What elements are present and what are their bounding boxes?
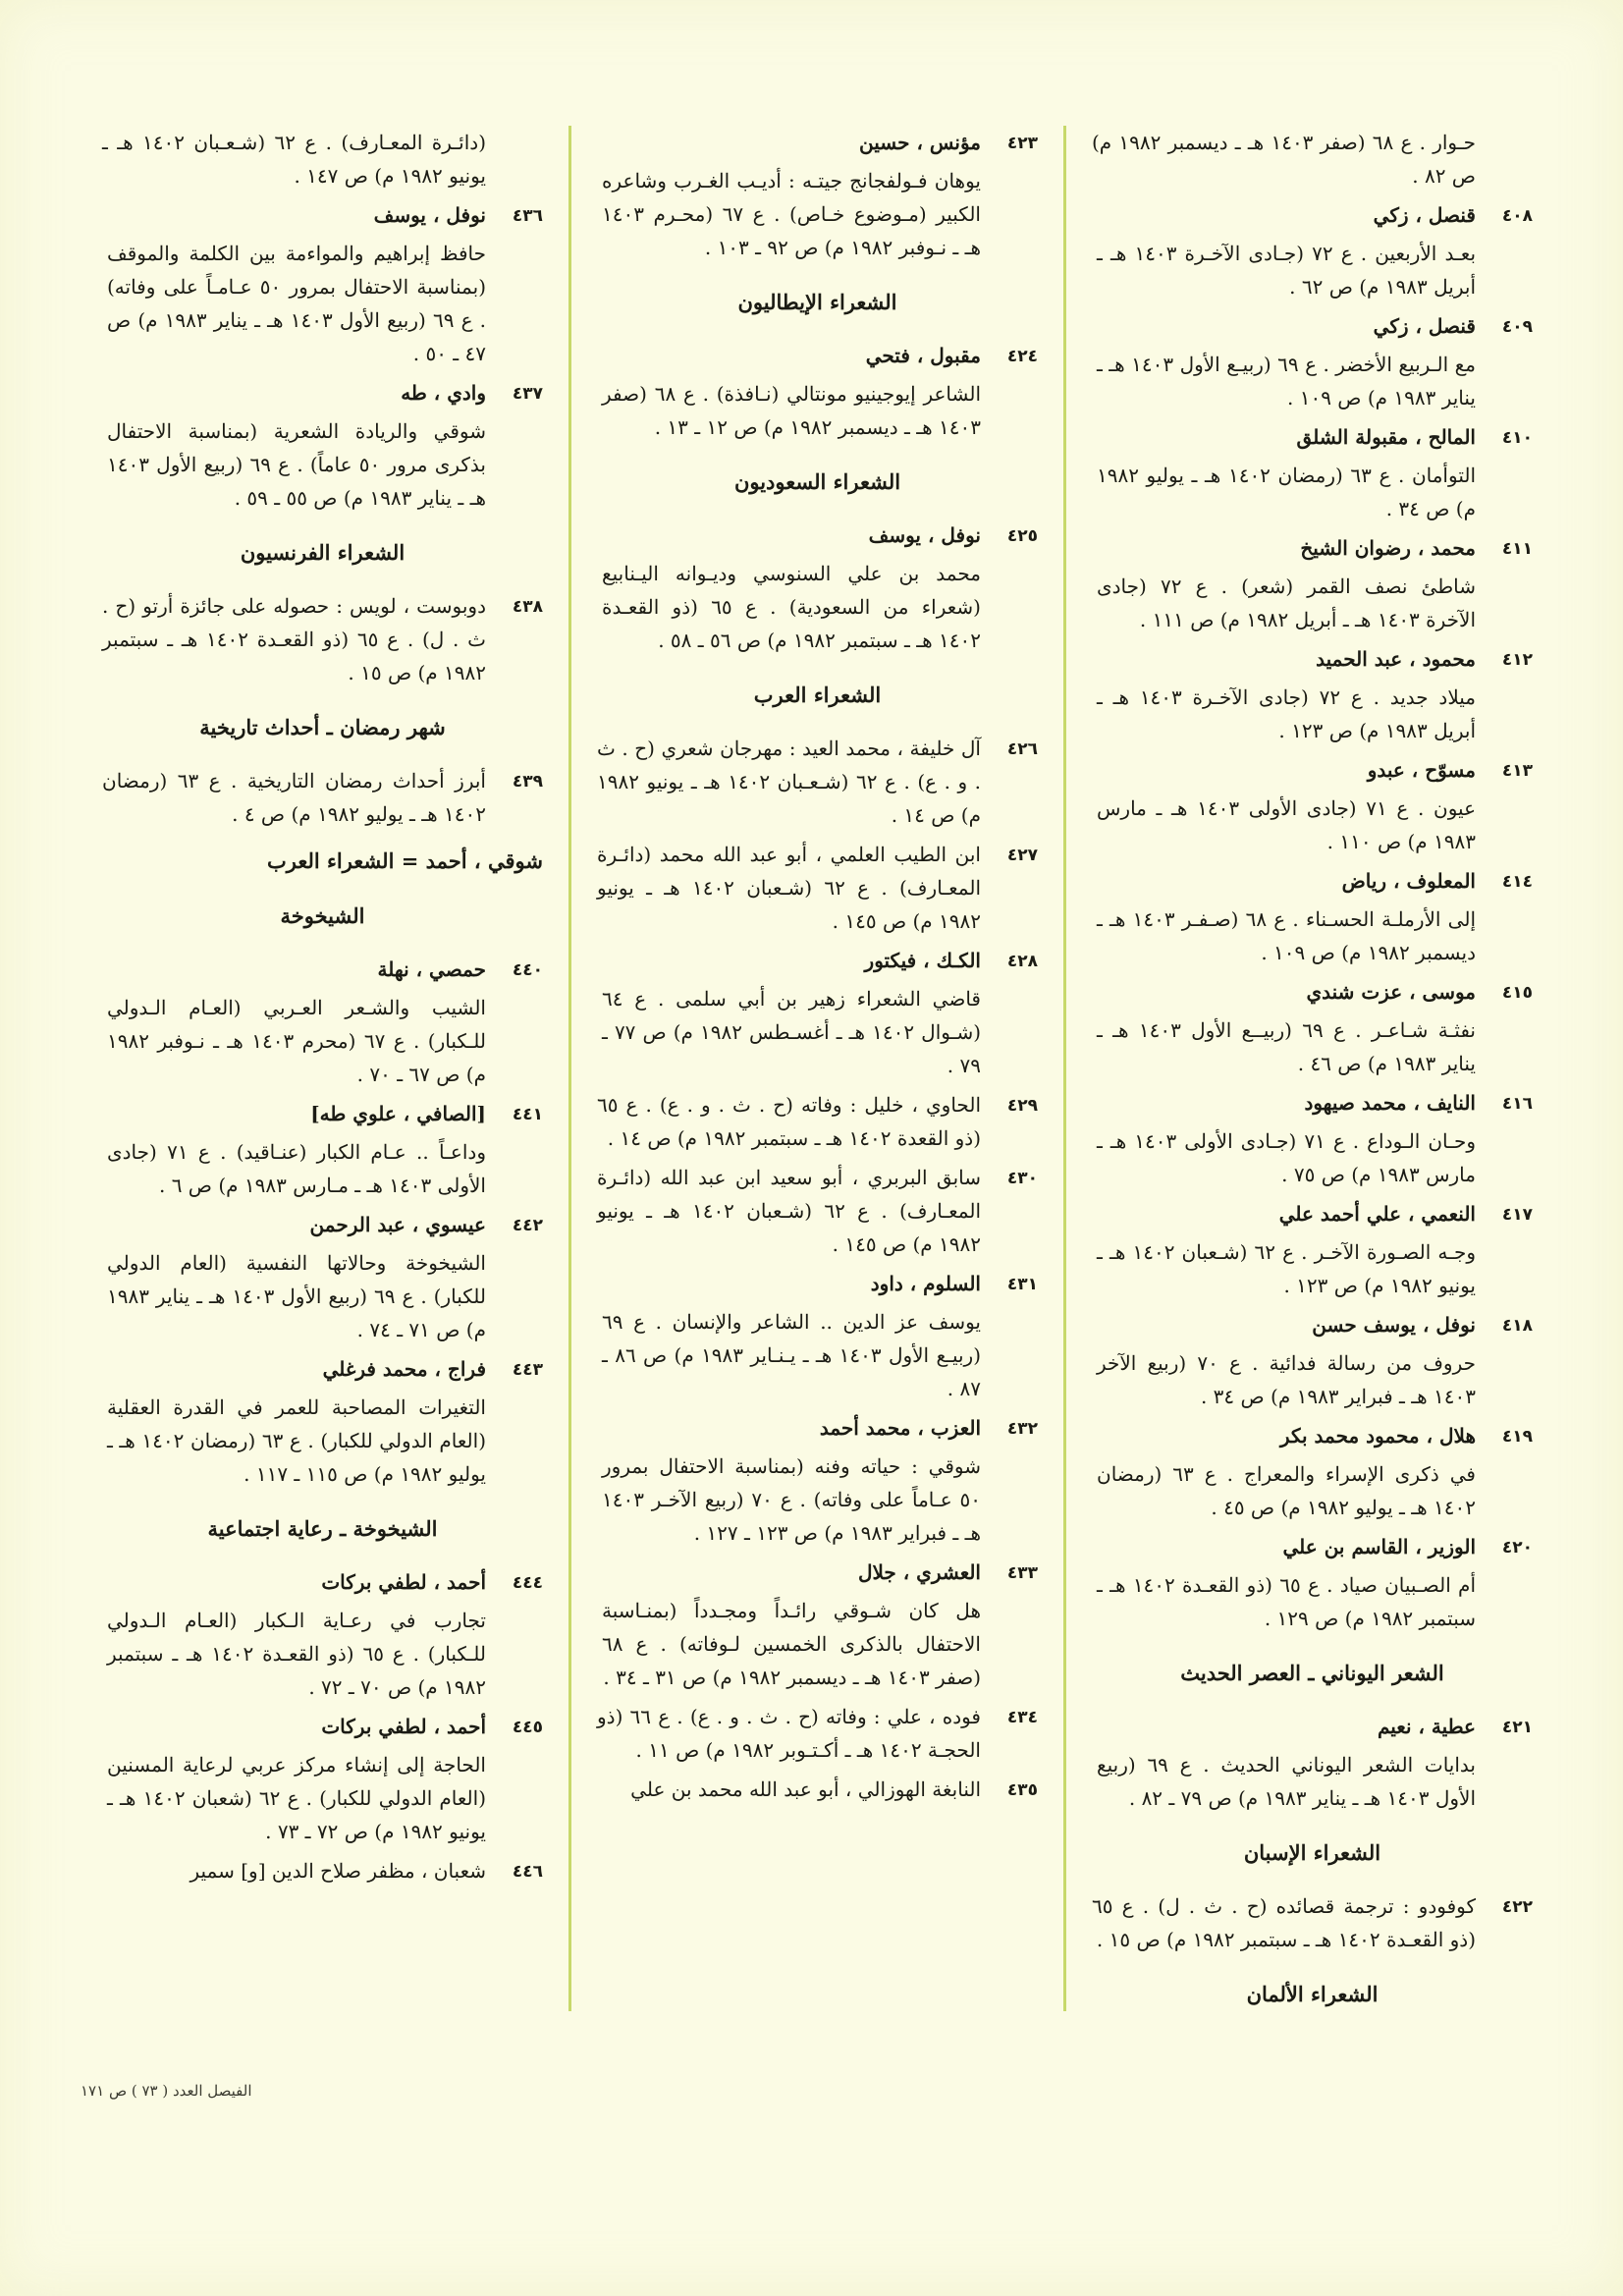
entry-number: ٤١٠ (1501, 428, 1533, 448)
index-entry (1092, 642, 1533, 747)
entry-number: ٤٢٢ (1501, 1897, 1533, 1917)
entry-citation: سابق البربري ، أبو سعيد ابن عبد الله (دائـرة المعـارف) . ع ٦٢ (شـعبان ١٤٠٢ هـ ـ يونيو ١٩٨٢ م) ص ١٤٥ . (597, 1166, 982, 1256)
entry-number: ٤٢٦ (1006, 739, 1038, 759)
entry-citation: يوسف عز الدين .. الشاعر والإنسان . ع ٦٩ (ربيـع الأول ١٤٠٣ هـ ـ يـنـاير ١٩٨٣ م) ص ٨٦ ـ ٨٧ . (602, 1310, 982, 1400)
section-heading: شهر رمضان ـ أحداث تاريخية (199, 715, 446, 739)
entry-author: نوفل ، يوسف (373, 203, 486, 227)
entry-number: ٤٣١ (1006, 1275, 1038, 1294)
entry-author: حمصي ، نهلة (377, 957, 486, 981)
entry-author: هلال ، محمود محمد بكر (1279, 1424, 1476, 1448)
index-entry (1092, 309, 1533, 414)
entry-number: ٤١٣ (1501, 761, 1533, 781)
entry-number: ٤٢٨ (1006, 952, 1038, 971)
entry-number: ٤٢٣ (1006, 134, 1038, 153)
section-heading: الشعر اليوناني ـ العصر الحديث (1180, 1661, 1444, 1685)
entry-citation: النابغة الهوزالي ، أبو عبد الله محمد بن علي (630, 1777, 981, 1801)
entry-author: نوفل ، يوسف (868, 523, 981, 547)
section-heading: الشعراء الإيطاليون (737, 290, 897, 314)
index-entry (1092, 531, 1533, 636)
entry-number: ٤٠٩ (1501, 317, 1533, 337)
index-entry (102, 764, 543, 831)
entry-author: مسوّح ، عبدو (1367, 758, 1476, 782)
entry-number: ٤٤٣ (512, 1360, 543, 1380)
entry-citation: أم الصـبيان صياد . ع ٦٥ (ذو القعـدة ١٤٠٢ هـ ـ سبتمبر ١٩٨٢ م) ص ١٢٩ . (1097, 1573, 1476, 1630)
entry-author: مقبول ، فتحي (865, 344, 981, 367)
entry-number: ٤٢٠ (1501, 1538, 1533, 1558)
entry-citation: حروف من رسالة فدائية . ع ٧٠ (ربيع الآخر ١٤٠٣ هـ ـ فبراير ١٩٨٣ م) ص ٣٤ . (1097, 1351, 1476, 1408)
index-entry (102, 953, 543, 1091)
index-content (79, 126, 1546, 2011)
entry-citation: عيون . ع ٧١ (جادى الأولى ١٤٠٣ هـ ـ مارس ١٩٨٣ م) ص ١١٠ . (1097, 796, 1477, 853)
entry-citation: في ذكرى الإسراء والمعراج . ع ٦٣ (رمضان ١٤٠٢ هـ ـ يوليو ١٩٨٢ م) ص ٤٥ . (1097, 1462, 1476, 1519)
entry-author: النايف ، محمد صيهود (1304, 1091, 1476, 1115)
entry-citation: شوقي : حياته وفنه (بمناسبة الاحتفال بمرور ٥٠ عـاماً على وفاته) . ع ٧٠ (ربيع الآخـر ١٤٠٣ هـ ـ فبراير ١٩٨٣ م) ص ١٢٣ ـ ١٢٧ . (602, 1454, 981, 1545)
index-entry (1092, 1889, 1533, 1956)
entry-citation: الشاعر إيوجينيو مونتالي (نـافذة) . ع ٦٨ (صفر ١٤٠٣ هـ ـ ديسمبر ١٩٨٢ م) ص ١٢ ـ ١٣ . (602, 382, 981, 439)
index-entry (102, 376, 543, 515)
entry-number: ٤٣٧ (512, 384, 543, 404)
index-entry (102, 1208, 543, 1346)
index-entry (1092, 1086, 1533, 1191)
entry-author: الكـك ، فيكتور (864, 949, 981, 972)
entry-author: المالح ، مقبولة الشلق (1296, 425, 1476, 449)
index-entry (597, 1088, 1038, 1155)
index-entry (102, 126, 543, 192)
section-heading: الشعراء العرب (753, 683, 882, 707)
entry-author: محمود ، عبد الحميد (1316, 647, 1476, 671)
entry-citation: وجـه الصـورة الآخـر . ع ٦٢ (شـعبان ١٤٠٢ هـ ـ يونيو ١٩٨٢ م) ص ١٢٣ . (1097, 1240, 1476, 1297)
entry-number: ٤٤٠ (512, 960, 543, 980)
section-heading: الشعراء الألمان (1246, 1982, 1379, 2006)
entry-number: ٤٣٥ (1006, 1780, 1038, 1800)
entry-number: ٤٢١ (1501, 1718, 1533, 1737)
entry-author: أحمد ، لطفي بركات (321, 1715, 486, 1738)
entry-number: ٤٣٣ (1006, 1563, 1038, 1583)
column-left (88, 126, 557, 2011)
entry-citation: الحاجة إلى إنشاء مركز عربي لرعاية المسنين (العام الدولي للكبار) . ع ٦٢ (شعبان ١٤٠٢ هـ ـ يونيو ١٩٨٢ م) ص ٧٢ ـ ٧٣ . (107, 1753, 487, 1843)
index-entry (1092, 753, 1533, 858)
index-entry (1092, 1419, 1533, 1524)
entry-citation: حافظ إبراهيم والمواءمة بين الكلمة والموقف (بمناسبة الاحتفال بمرور ٥٠ عـامـاً على وفاته) . ع ٦٩ (ربيع الأول ١٤٠٣ هـ ـ يناير ١٩٨٣ م) ص ٤٧ ـ ٥٠ . (107, 242, 486, 365)
index-entry (1092, 1530, 1533, 1635)
page-footer: الفيصل العدد ( ٧٣ ) ص ١٧١ (81, 2082, 252, 2100)
see-also-reference: شوقي ، أحمد = الشعراء العرب (266, 848, 543, 873)
index-entry (102, 1352, 543, 1491)
entry-number: ٤٤٥ (512, 1718, 543, 1737)
entry-author: محمد ، رضوان الشيخ (1300, 536, 1476, 560)
index-entry (597, 1700, 1038, 1767)
entry-citation: آل خليفة ، محمد العيد : مهرجان شعري (ح . ث . و . ع) . ع ٦٢ (شـعـبان ١٤٠٢ هـ ـ يونيو ١٩٨٢ م) ص ١٤ . (597, 737, 982, 827)
column-divider (568, 126, 571, 2011)
entry-citation: فوده ، علي : وفاته (ح . ث . و . ع) . ع ٦٦ (ذو الحجـة ١٤٠٢ هـ ـ أكـتـوبر ١٩٨٢ م) ص ١١ . (597, 1705, 981, 1762)
index-entry (597, 732, 1038, 832)
column-divider (1063, 126, 1066, 2011)
entry-author: نوفل ، يوسف حسن (1312, 1313, 1476, 1337)
index-entry (597, 126, 1038, 264)
entry-citation: التوأمان . ع ٦٣ (رمضان ١٤٠٢ هـ ـ يوليو ١٩٨٢ م) ص ٣٤ . (1097, 464, 1477, 520)
entry-number: ٤١٤ (1501, 872, 1533, 892)
index-entry (102, 1565, 543, 1704)
index-entry (1092, 1710, 1533, 1815)
entry-number: ٤٤٦ (512, 1862, 543, 1882)
index-entry (597, 1411, 1038, 1550)
entry-author: العشري ، جلال (857, 1560, 981, 1584)
index-entry (597, 339, 1038, 444)
entry-citation: دوبوست ، لويس : حصوله على جائزة أرتو (ح . ث . ل) . ع ٦٥ (ذو القعـدة ١٤٠٢ هـ ـ سبتمبر ١٩٨٢ م) ص ١٥ . (102, 594, 486, 684)
entry-citation: حـوار . ع ٦٨ (صفر ١٤٠٣ هـ ـ ديسمبر ١٩٨٢ م) ص ٨٢ . (1092, 131, 1476, 188)
entry-number: ٤١٦ (1501, 1094, 1533, 1114)
entry-author: مؤنس ، حسين (859, 131, 981, 154)
entry-citation: وحـان الـوداع . ع ٧١ (جـادى الأولى ١٤٠٣ هـ ـ مارس ١٩٨٣ م) ص ٧٥ . (1097, 1129, 1477, 1186)
section-heading: الشعراء الإسبان (1243, 1840, 1381, 1865)
entry-citation: شوقي والريادة الشعرية (بمناسبة الاحتفال بذكرى مرور ٥٠ عاماً) . ع ٦٩ (ربيع الأول ١٤٠٣ هـ ـ يناير ١٩٨٣ م) ص ٥٥ ـ ٥٩ . (107, 419, 486, 510)
section-heading: الشيخوخة (280, 903, 365, 928)
entry-author: الوزير ، القاسم بن علي (1282, 1535, 1476, 1558)
index-entry (1092, 420, 1533, 525)
entry-citation: محمد بن علي السنوسي وديـوانه اليـنابيع (شعراء من السعودية) . ع ٦٥ (ذو القعـدة ١٤٠٢ هـ ـ سبتمبر ١٩٨٢ م) ص ٥٦ ـ ٥٨ . (602, 562, 981, 652)
entry-number: ٤٣٢ (1006, 1419, 1038, 1439)
index-entry (597, 1267, 1038, 1405)
entry-number: ٤١٧ (1501, 1205, 1533, 1225)
entry-citation: الشيخوخة وحالاتها النفسية (العام الدولي للكبار) . ع ٦٩ (ربيع الأول ١٤٠٣ هـ ـ يناير ١٩٨٣ م) ص ٧١ ـ ٧٤ . (107, 1251, 487, 1341)
entry-citation: هل كان شـوقي رائـداً ومجـدداً (بمنـاسبة الاحتفال بالذكرى الخمسين لـوفاته) . ع ٦٨ (صفر ١٤٠٣ هـ ـ ديسمبر ١٩٨٢ م) ص ٣١ ـ ٣٤ . (602, 1599, 981, 1689)
entry-number: ٤١١ (1501, 539, 1533, 559)
index-entry (1092, 126, 1533, 192)
entry-number: ٤٤١ (512, 1105, 543, 1124)
index-entry (597, 944, 1038, 1082)
index-entry (597, 838, 1038, 938)
entry-citation: ابن الطيب العلمي ، أبو عبد الله محمد (دائـرة المعـارف) . ع ٦٢ (شـعبان ١٤٠٢ هـ ـ يونيو ١٩٨٢ م) ص ١٤٥ . (597, 843, 982, 933)
entry-author: أحمد ، لطفي بركات (321, 1570, 486, 1594)
entry-number: ٤٢٧ (1006, 846, 1038, 865)
index-entry (597, 1556, 1038, 1694)
entry-citation: وداعـاً .. عـام الكبار (عنـاقيد) . ع ٧١ (جادى الأولى ١٤٠٣ هـ ـ مـارس ١٩٨٣ م) ص ٦ . (107, 1140, 486, 1197)
entry-author: قنصل ، زكي (1373, 203, 1476, 227)
entry-citation: بعـد الأربعين . ع ٧٢ (جـادى الآخـرة ١٤٠٣ هـ ـ أبريل ١٩٨٣ م) ص ٦٢ . (1097, 242, 1477, 299)
entry-citation: الشيب والشـعر العـربي (العـام الـدولي للـكبار) . ع ٦٧ (محرم ١٤٠٣ هـ ـ نـوفبر ١٩٨٢ م) ص ٦٧ ـ ٧٠ . (107, 996, 486, 1086)
index-entry (102, 198, 543, 370)
entry-citation: التغيرات المصاحبة للعمر في القدرة العقلية (العام الدولي للكبار) . ع ٦٣ (رمضان ١٤٠٢ هـ ـ يوليو ١٩٨٢ م) ص ١١٥ ـ ١١٧ . (107, 1395, 486, 1486)
entry-number: ٤٤٤ (512, 1573, 543, 1593)
index-entry (597, 1161, 1038, 1261)
column-right (1078, 126, 1546, 2011)
index-entry (1092, 864, 1533, 969)
entry-number: ٤٣٩ (512, 772, 543, 792)
entry-author: السلوم ، داود (870, 1272, 981, 1295)
entry-citation: قاضي الشعراء زهير بن أبي سلمى . ع ٦٤ (شـوال ١٤٠٢ هـ ـ أغسـطس ١٩٨٢ م) ص ٧٧ ـ ٧٩ . (602, 987, 982, 1077)
index-entry (1092, 975, 1533, 1080)
entry-author: [الصافي ، علوي طه] (310, 1102, 486, 1125)
entry-author: موسى ، عزت شندي (1306, 980, 1476, 1004)
index-entry (102, 589, 543, 689)
entry-number: ٤٣٤ (1006, 1708, 1038, 1727)
entry-author: قنصل ، زكي (1373, 314, 1476, 338)
entry-number: ٤١٥ (1501, 983, 1533, 1003)
index-entry (102, 1854, 543, 1888)
section-heading: الشعراء السعوديون (733, 469, 901, 494)
index-entry (597, 519, 1038, 657)
index-entry (102, 1710, 543, 1848)
entry-number (1476, 126, 1533, 192)
section-heading: الشيخوخة ـ رعاية اجتماعية (207, 1516, 438, 1541)
index-entry (1092, 1308, 1533, 1413)
entry-number: ٤٣٦ (512, 206, 543, 226)
entry-citation: الحاوي ، خليل : وفاته (ح . ث . و . ع) . ع ٦٥ (ذو القعدة ١٤٠٢ هـ ـ سبتمبر ١٩٨٢ م) ص ١٤ . (597, 1093, 981, 1150)
section-heading: الشعراء الفرنسيون (240, 540, 406, 565)
entry-citation: مع الـربيع الأخضر . ع ٦٩ (ربيـع الأول ١٤٠٣ هـ ـ يناير ١٩٨٣ م) ص ١٠٩ . (1097, 353, 1477, 410)
entry-number: ٤١٩ (1501, 1427, 1533, 1447)
index-entry (102, 1097, 543, 1202)
entry-number: ٤٤٢ (512, 1216, 543, 1235)
entry-number: ٤٣٠ (1006, 1169, 1038, 1188)
entry-author: فراج ، محمد فرغلي (322, 1357, 486, 1381)
entry-author: العزب ، محمد أحمد (819, 1416, 981, 1440)
entry-citation: شاطئ نصف القمر (شعر) . ع ٧٢ (جادى الآخرة ١٤٠٣ هـ ـ أبريل ١٩٨٢ م) ص ١١١ . (1097, 574, 1476, 631)
column-middle (583, 126, 1052, 2011)
entry-number: ٤٠٨ (1501, 206, 1533, 226)
entry-citation: إلى الأرملـة الحسـناء . ع ٦٨ (صـفـر ١٤٠٣ هـ ـ ديسمبر ١٩٨٢ م) ص ١٠٩ . (1097, 907, 1476, 964)
entry-citation: بدايات الشعر اليوناني الحديث . ع ٦٩ (ربيع الأول ١٤٠٣ هـ ـ يناير ١٩٨٣ م) ص ٧٩ ـ ٨٢ . (1097, 1753, 1476, 1810)
entry-number: ٤١٢ (1501, 650, 1533, 670)
entry-number (486, 126, 543, 192)
entry-citation: ميلاد جديد . ع ٧٢ (جادى الآخـرة ١٤٠٣ هـ ـ أبريل ١٩٨٣ م) ص ١٢٣ . (1097, 685, 1477, 742)
entry-number: ٤٢٥ (1006, 526, 1038, 546)
entry-author: النعمي ، علي أحمد علي (1278, 1202, 1476, 1226)
entry-citation: (دائـرة المعـارف) . ع ٦٢ (شـعـبان ١٤٠٢ هـ ـ يونيو ١٩٨٢ م) ص ١٤٧ . (102, 131, 486, 188)
entry-citation: شعبان ، مظفر صلاح الدين [و] سمير (189, 1859, 486, 1883)
entry-author: وادي ، طه (401, 381, 486, 405)
entry-citation: أبرز أحداث رمضان التاريخية . ع ٦٣ (رمضان ١٤٠٢ هـ ـ يوليو ١٩٨٢ م) ص ٤ . (102, 769, 486, 826)
entry-citation: تجارب في رعـاية الـكبار (العـام الـدولي للـكبار) . ع ٦٥ (ذو القعـدة ١٤٠٢ هـ ـ سبتمبر ١٩٨٢ م) ص ٧٠ ـ ٧٢ . (107, 1609, 486, 1699)
entry-citation: نفثـة شـاعـر . ع ٦٩ (ربيــع الأول ١٤٠٣ هـ ـ يناير ١٩٨٣ م) ص ٤٦ . (1097, 1018, 1477, 1075)
entry-author: المعلوف ، رياض (1341, 869, 1476, 893)
entry-citation: كوفودو : ترجمة قصائده (ح . ث . ل) . ع ٦٥ (ذو القعـدة ١٤٠٢ هـ ـ سبتمبر ١٩٨٢ م) ص ١٥ . (1092, 1894, 1476, 1951)
entry-author: عطية ، نعيم (1377, 1715, 1476, 1738)
entry-number: ٤١٨ (1501, 1316, 1533, 1336)
entry-number: ٤٣٨ (512, 597, 543, 617)
index-entry (597, 1773, 1038, 1807)
entry-citation: يوهان فـولفجانج جيتـه : أديـب الغـرب وشاعره الكبير (مـوضوع خـاص) . ع ٦٧ (محـرم ١٤٠٣ هـ ـ نـوفبر ١٩٨٢ م) ص ٩٢ ـ ١٠٣ . (602, 169, 981, 259)
index-entry (1092, 198, 1533, 303)
index-entry (1092, 1197, 1533, 1302)
entry-number: ٤٢٤ (1006, 347, 1038, 366)
entry-number: ٤٢٩ (1006, 1096, 1038, 1116)
entry-author: عيسوي ، عبد الرحمن (309, 1213, 486, 1236)
